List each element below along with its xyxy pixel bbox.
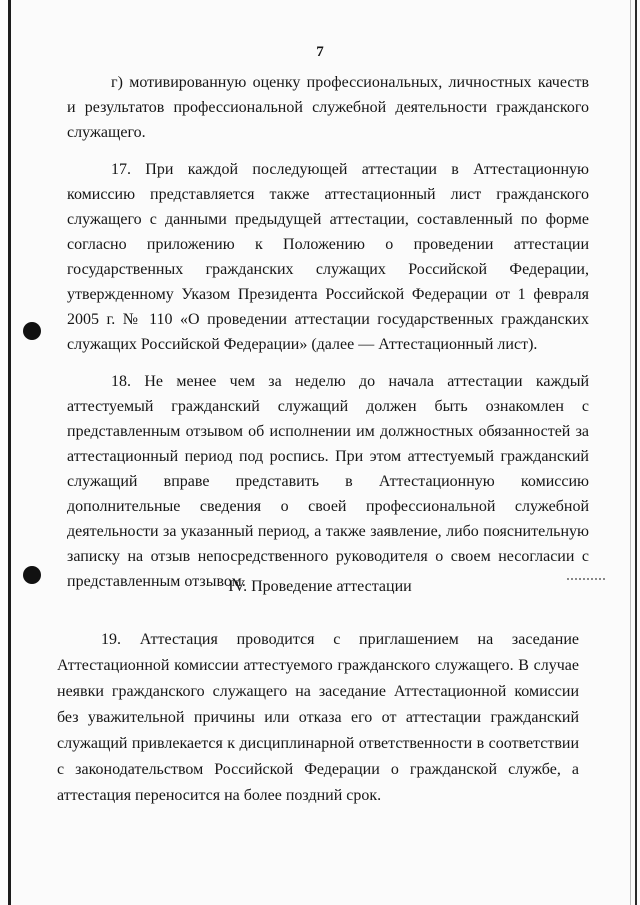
paragraph-17: 17. При каждой последующей аттестации в Аттестационную комиссию представляется также аттестационный лист гражданского служащего с данными предыдущей аттестации, составленный по форме согласно приложению к Положению о проведении аттестации государственных гражданских служащих Российской Федерации, утвержденному Указом Президента Российской Федерации от 1 февраля 2005 г. № 110 «О проведении аттестации государственных гражданских служащих Российской Федерации» (далее — Аттестационный лист). bbox=[67, 161, 589, 353]
section-heading: IV. Проведение аттестации bbox=[228, 578, 412, 595]
paragraph-18: 18. Не менее чем за неделю до начала аттестации каждый аттестуемый гражданский служащий должен быть ознакомлен с представленным отзывом об исполнении им должностных обязанностей за аттестационный период под роспись. При этом аттестуемый гражданский служащий вправе представить в Аттестационную комиссию дополнительные сведения о своей профессиональной служебной деятельности за указанный период, а также заявление, либо пояснительную записку на отзыв непосредственного руководителя о своем несогласии с представленным отзывом. bbox=[67, 373, 589, 590]
page-number: 7 bbox=[316, 44, 324, 60]
paragraph-19: 19. Аттестация проводится с приглашением на заседание Аттестационной комиссии аттестуемого гражданского служащего. В случае неявки гражданского служащего на заседание Аттестационной комиссии без уважительной причины или отказа его от аттестации гражданский служащий привлекается к дисциплинарной ответственности в соответствии с законодательством Российской Федерации о гражданской службе, а аттестация переносится на более поздний срок. bbox=[57, 631, 579, 804]
punch-hole bbox=[23, 322, 41, 340]
body-text-top bbox=[67, 70, 589, 606]
scan-left-edge bbox=[8, 0, 11, 905]
scan-right-edge bbox=[635, 0, 637, 905]
scan-right-edge-shadow bbox=[630, 0, 631, 905]
paragraph-item-g: г) мотивированную оценку профессиональных, личностных качеств и результатов профессиональной служебной деятельности гражданского служащего. bbox=[67, 74, 589, 141]
body-text-bottom bbox=[57, 627, 579, 809]
